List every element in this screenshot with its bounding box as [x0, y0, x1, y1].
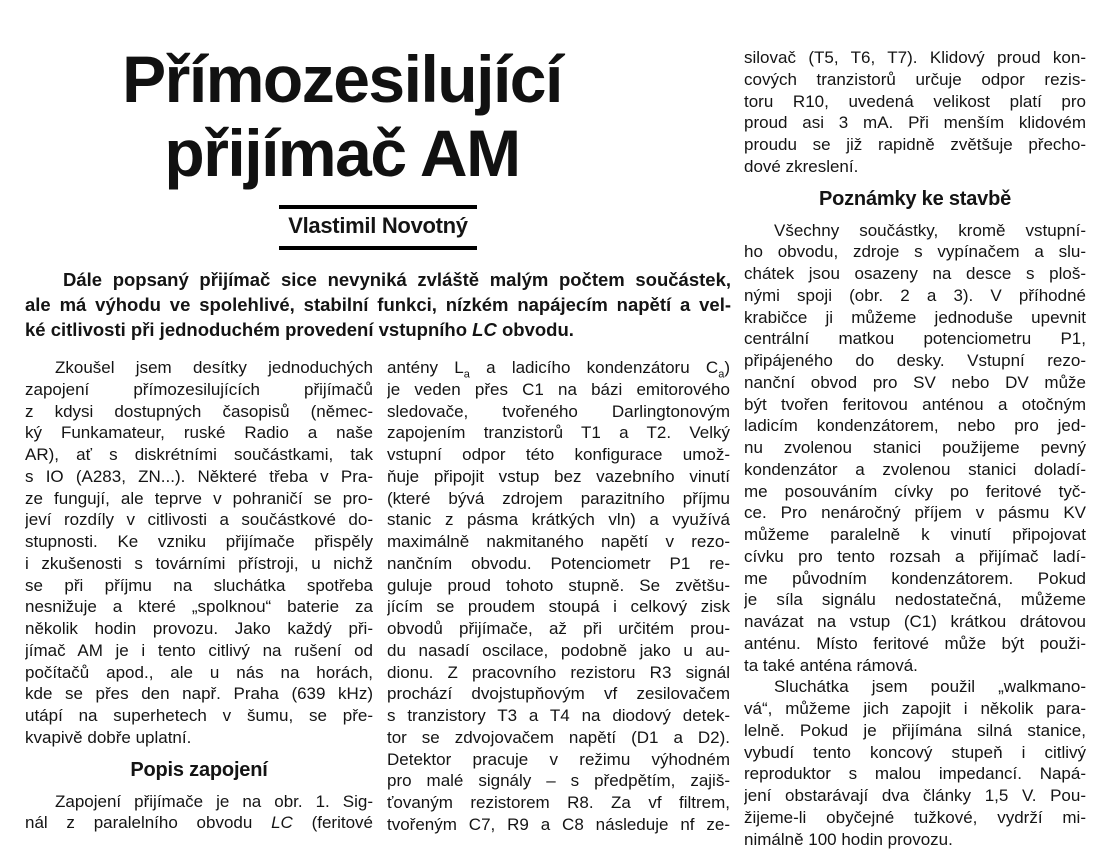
- article-title: [25, 42, 659, 190]
- text-line: reproduktor s malou impedancí. Napá-: [744, 764, 1086, 784]
- text-line: nesnižuje a které „spolknou“ baterie za: [25, 597, 373, 617]
- author-name: Vlastimil Novotný: [288, 213, 468, 238]
- text-line: Zkoušel jsem desítky jednoduchých: [55, 358, 373, 377]
- text-line: cívku pro tento rozsah a přijímač ladí-: [744, 546, 1086, 566]
- text-line: proud asi 3 mA. Při menším klidovém: [744, 113, 1086, 133]
- article-header: [25, 0, 731, 342]
- text-line: několik hodin provozu. Jako každý při-: [25, 619, 373, 638]
- lead-paragraph: [25, 267, 731, 342]
- section-heading: Poznámky ke stavbě: [818, 187, 1012, 210]
- text-line: obvodů přijímače, až při určitém prou-: [387, 619, 730, 638]
- text-line: ho obvodu, zdroje s vypínačem a slu-: [744, 242, 1086, 262]
- text-line: maximálně nakmitaného napětí v rezo-: [387, 532, 730, 551]
- paragraph: [25, 267, 731, 342]
- text-line: silovač (T5, T6, T7). Klidový proud kon-: [744, 48, 1086, 67]
- text-line: antény $L_a$ a ladicího kondenzátoru $C_a$): [387, 358, 730, 379]
- text-line: Sluchátka jsem použil „walkmano-: [774, 677, 1086, 697]
- text-line: nančním obvodu. Potenciometr P1 re-: [387, 553, 730, 573]
- author-block: [279, 205, 477, 250]
- text-line: prochází dvojstupňovým vf zesilovačem: [387, 684, 730, 704]
- text-line: dové zkreslení.: [744, 156, 859, 176]
- text-line: zapojení přímozesilujících přijímačů: [25, 379, 373, 399]
- text-line: navázat na vstup (C1) krátkou drátovou: [744, 612, 1086, 631]
- text-line: stanic z pásma krátkých vln) a využívá: [387, 510, 730, 530]
- text-line: stupnosti. Ke vzniku přijímače přispěly: [25, 532, 373, 551]
- text-line: proudu se již rapidně zvětšuje přecho-: [744, 135, 1086, 154]
- text-line: me původním kondenzátorem. Pokud: [744, 568, 1086, 588]
- title-line-2: přijímač AM: [164, 116, 520, 190]
- text-line: ký Funkamateur, ruské Radio a naše: [25, 423, 373, 443]
- text-line: ce. Pro nenáročný příjem v pásmu KV: [744, 503, 1086, 523]
- column-3: [744, 47, 1086, 850]
- text-line: me posouváním cívky po feritové tyč-: [744, 481, 1086, 501]
- column-1: [25, 357, 373, 834]
- text-line: guluje proud tohoto stupně. Se zvětšu-: [387, 575, 730, 595]
- text-line: vstupní odpor této konfigurace umož-: [387, 445, 730, 464]
- text-line: kde se přes den např. Praha (639 kHz): [25, 684, 373, 704]
- paragraph: [387, 357, 730, 836]
- text-line: chátek jsou osazeny na desce s ploš-: [744, 264, 1086, 283]
- text-line: jícím se proudem stoupá i celkový zisk: [387, 597, 730, 617]
- text-line: nými spoji (obr. 2 a 3). V příhodné: [744, 285, 1086, 305]
- text-line: připájeného do desky. Vstupní rezo-: [744, 351, 1086, 370]
- text-line: se při příjmu na sluchátka spotřeba: [25, 575, 373, 595]
- text-line: ňuje připojit vstup bez vazebního vinutí: [387, 466, 730, 486]
- text-line: du nasadí oscilace, podobně jako u au-: [387, 640, 730, 660]
- text-line: žijeme-li obyčejné tužkové, vydrží mi-: [744, 807, 1086, 827]
- text-line: lelně. Pokud je přijímána silná stanice,: [744, 720, 1086, 740]
- text-line: sledovače, tvořeného Darlingtonovým: [387, 401, 730, 421]
- text-line: je veden přes C1 na bázi emitorového: [387, 379, 730, 399]
- section-heading: Popis zapojení: [130, 758, 268, 781]
- paragraph: [744, 47, 1086, 178]
- text-line: Zapojení přijímače je na obr. 1. Sig-: [55, 791, 373, 811]
- text-line: kvapivě dobře uplatní.: [25, 727, 192, 747]
- text-line: ladicím kondenzátorem, nebo pro jed-: [744, 416, 1086, 436]
- text-line: nanční obvod pro SV nebo DV může: [744, 372, 1086, 392]
- text-line: i zkušenosti s továrními přístroji, u nichž: [25, 553, 373, 573]
- text-line: krabičce ji můžeme jednoduše upevnit: [744, 307, 1086, 327]
- text-line: dionu. Z pracovního rezistoru R3 signál: [387, 662, 730, 682]
- paragraph: [25, 791, 373, 835]
- text-line: toru R10, uvedená velikost platí pro: [744, 91, 1086, 111]
- text-line: cových tranzistorů určuje odpor rezis-: [744, 69, 1086, 89]
- text-line: utápí na superhetech v šumu, se pře-: [25, 706, 373, 725]
- paragraph: [744, 220, 1086, 677]
- text-line: ké citlivosti při jednoduchém provedení vstupního LC obvodu.: [25, 319, 574, 340]
- text-line: nál z paralelního obvodu LC (feritové: [25, 813, 373, 833]
- text-line: vá“, můžeme jich zapojit i několik para-: [744, 699, 1086, 718]
- text-line: jeví rozdíly v citlivosti a součástkové do-: [25, 510, 373, 530]
- paragraph: [744, 676, 1086, 850]
- paragraph: [25, 357, 373, 749]
- text-line: kondenzátor a zvolenou stanici doladí-: [744, 459, 1086, 479]
- text-line: ale má výhodu ve spolehlivé, stabilní funkci, nízkém napájecím napětí a vel-: [25, 294, 731, 315]
- text-line: centrální matkou potenciometru P1,: [744, 329, 1086, 349]
- text-line: AR), ať s diskrétními součástkami, tak: [25, 445, 373, 464]
- text-line: je síla signálu nedostatečná, můžeme: [744, 590, 1086, 610]
- text-line: ta také anténa rámová.: [744, 655, 918, 675]
- text-line: z kdysi dostupných časopisů (němec-: [25, 401, 373, 421]
- text-line: ze fungují, ale teprve v pohraničí se pro-: [25, 488, 373, 508]
- text-line: tor se zdvojovačem napětí (D1 a D2).: [387, 727, 730, 747]
- text-line: počítačů apod., ale u nás na horách,: [25, 662, 373, 682]
- text-line: nimálně 100 hodin provozu.: [744, 829, 953, 849]
- text-line: jímač AM je i tento citlivý na rušení od: [25, 640, 373, 660]
- text-line: jení obstarávají dva články 1,5 V. Pou-: [744, 786, 1086, 805]
- text-line: můžeme paralelně k vinutí připojovat: [744, 525, 1086, 544]
- title-line-1: Přímozesilující: [122, 42, 562, 116]
- text-line: s tranzistory T3 a T4 na diodový detek-: [387, 706, 730, 725]
- text-line: tvořeným C7, R9 a C8 následuje nf ze-: [387, 814, 730, 834]
- text-line: vybudí tento koncový stupeň i citlivý: [744, 742, 1086, 762]
- column-2: [387, 357, 730, 836]
- text-line: nu zvolenou stanici použijeme pevný: [744, 438, 1086, 457]
- text-line: (které bývá zdrojem parazitního příjmu: [387, 488, 730, 508]
- text-line: zapojením tranzistorů T1 a T2. Velký: [387, 423, 730, 443]
- text-line: s IO (A283, ZN...). Některé třeba v Pra-: [25, 466, 373, 486]
- text-line: Všechny součástky, kromě vstupní-: [774, 220, 1086, 240]
- text-line: anténu. Místo feritové může být použi-: [744, 633, 1086, 653]
- text-line: být tvořen feritovou anténou a otočným: [744, 394, 1086, 414]
- text-line: Dále popsaný přijímač sice nevyniká zvláště malým počtem součástek,: [63, 269, 731, 290]
- text-line: ťovaným rezistorem R8. Za vf filtrem,: [387, 793, 730, 812]
- text-line: pro malé signály – s předpětím, zajiš-: [387, 771, 730, 791]
- text-line: Detektor pracuje v režimu výhodném: [387, 749, 730, 769]
